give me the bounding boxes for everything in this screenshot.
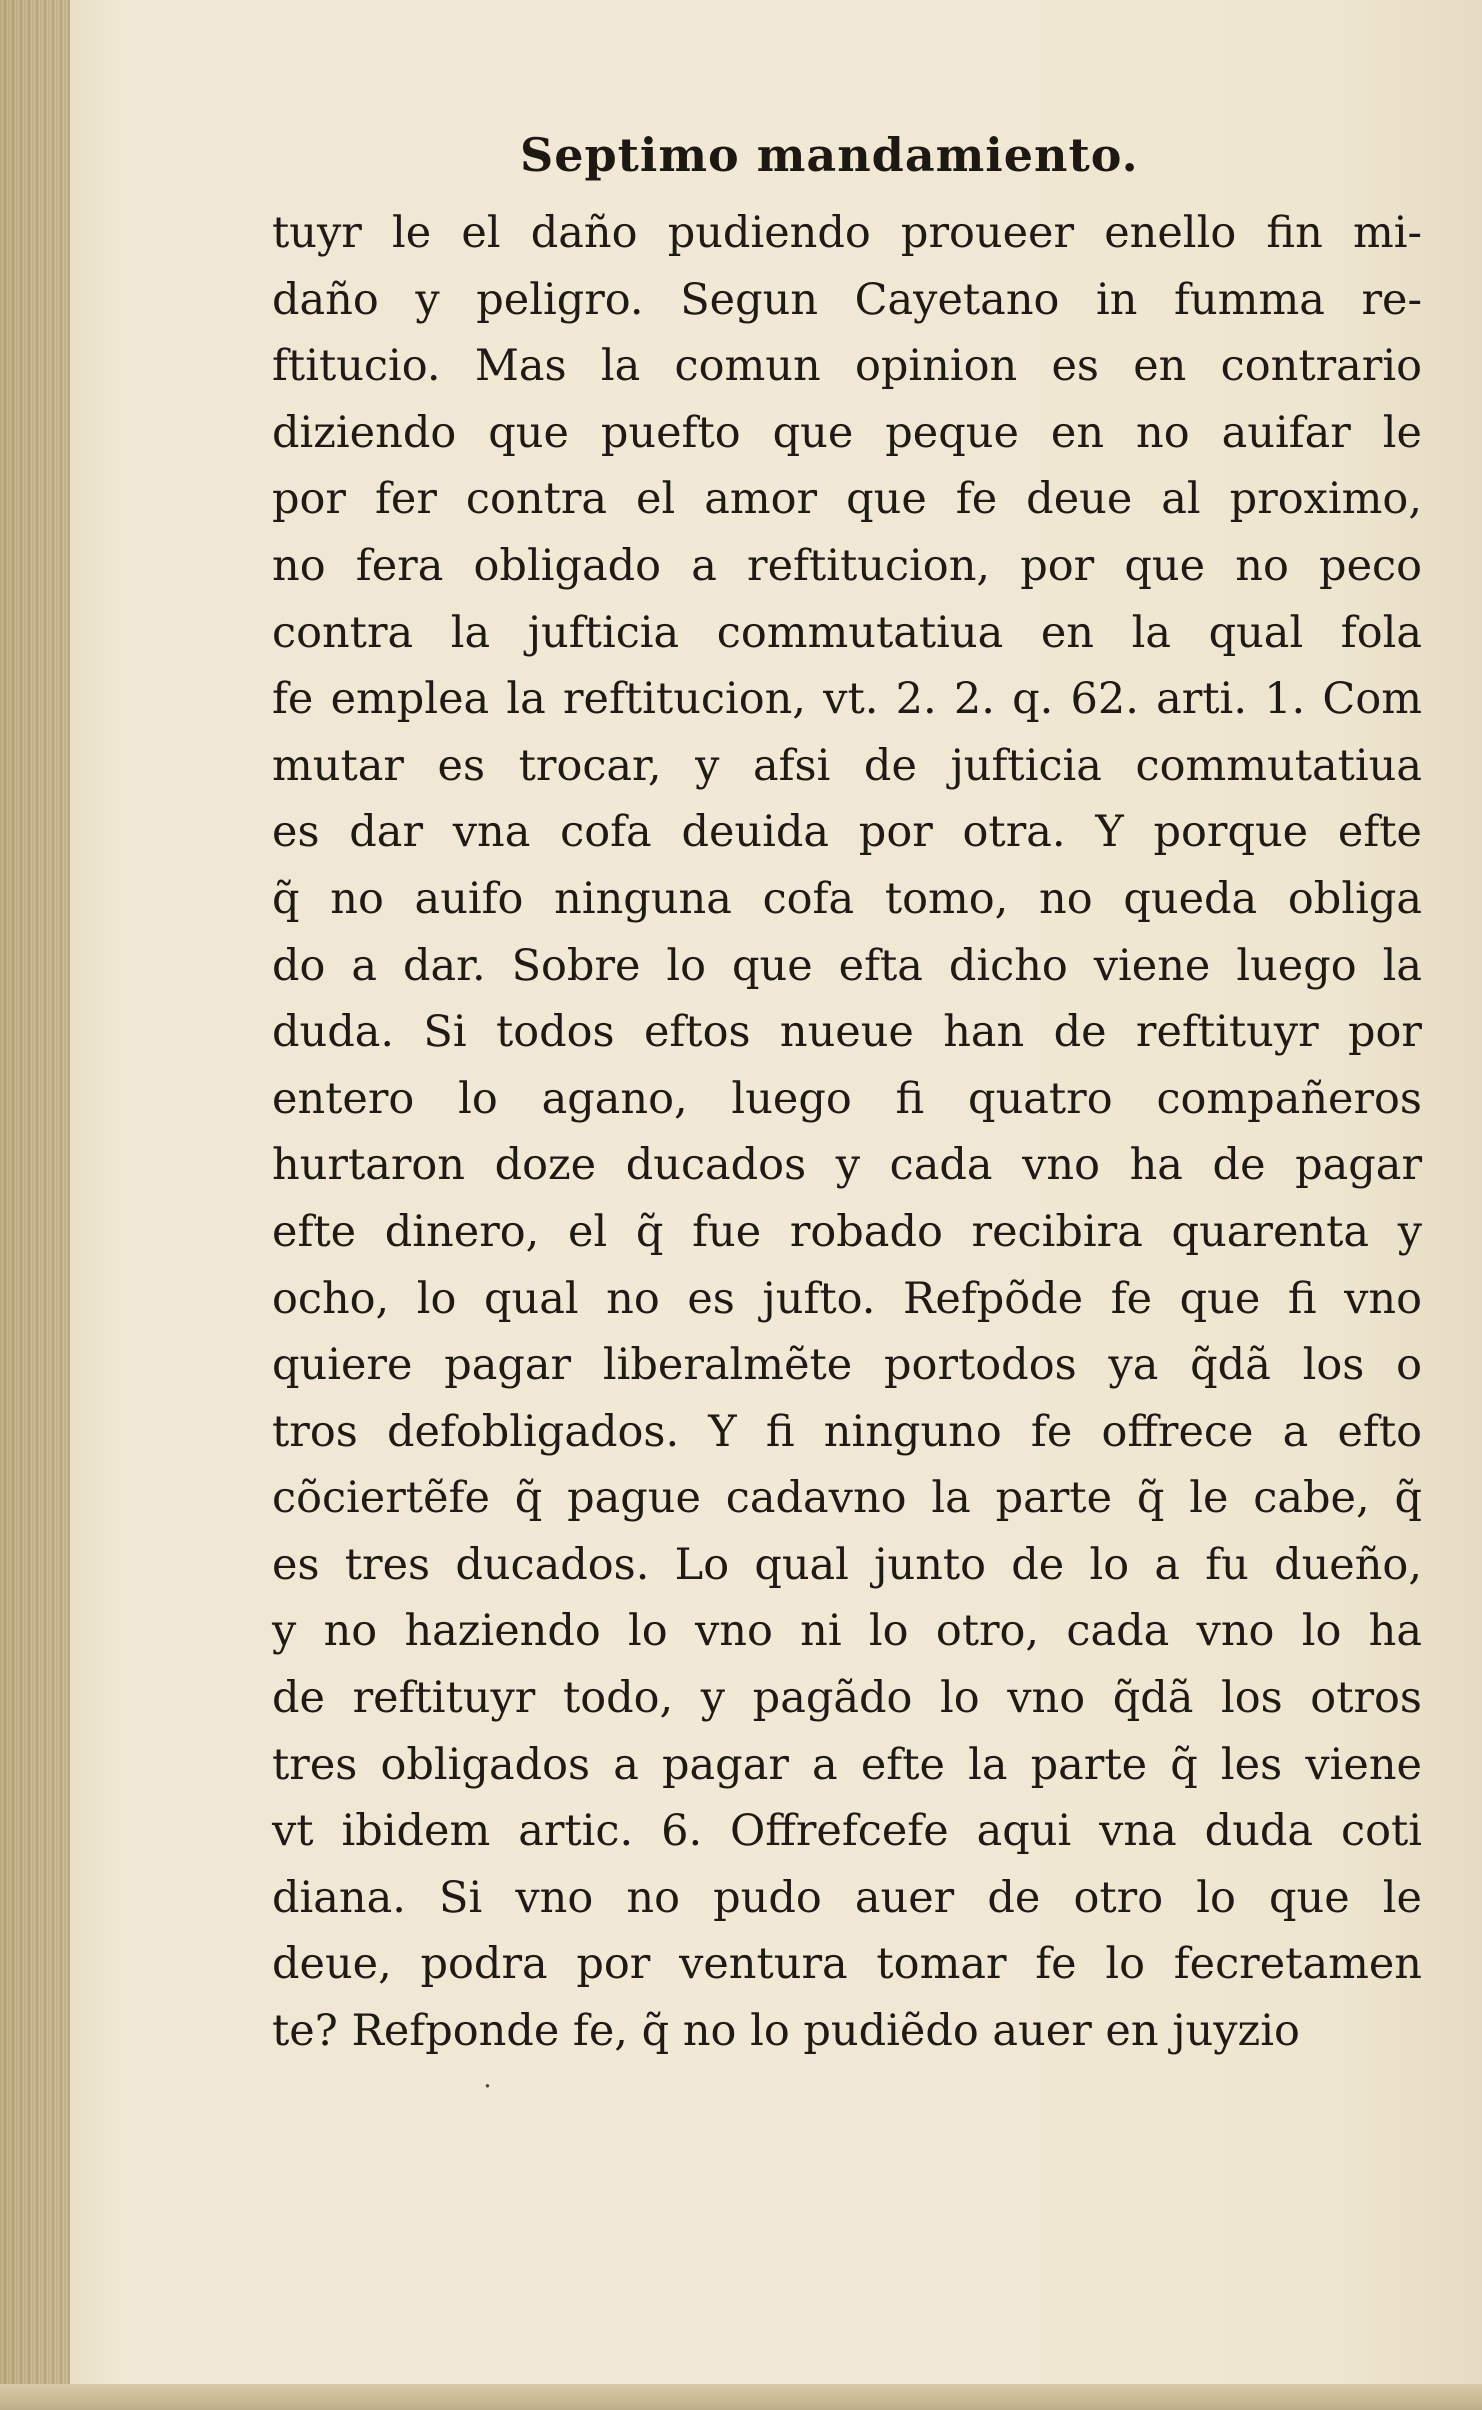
text-line: no fera obligado a reftitucion, por que no peco [272,540,1422,591]
page-bottom-edge [0,2384,1482,2410]
text-line: duda. Si todos eftos nueue han de reftituyr por [272,1007,1422,1058]
text-line: do a dar. Sobre lo que efta dicho viene luego la [272,940,1422,991]
body-text [272,200,1422,2065]
text-line: fe emplea la reftitucion, vt. 2. 2. q. 62. arti. 1. Com [272,674,1422,725]
text-line: es tres ducados. Lo qual junto de lo a fu dueño, [272,1539,1422,1590]
text-line: cõciertẽfe q̃ pague cadavno la parte q̃ le cabe, q̃ [272,1473,1422,1524]
text-line: daño y peligro. Segun Cayetano in fumma re- [272,274,1422,325]
text-line: contra la jufticia commutatiua en la qual fola [272,607,1422,658]
text-line: mutar es trocar, y afsi de jufticia commutatiua [272,740,1422,791]
text-line: por fer contra el amor que fe deue al proximo, [272,474,1422,525]
text-line: ftitucio. Mas la comun opinion es en contrario [272,341,1422,392]
text-line: deue, podra por ventura tomar fe lo fecretamen [272,1939,1422,1990]
text-line: ocho, lo qual no es jufto. Refpõde fe que fi vno [272,1273,1422,1324]
text-line: tres obligados a pagar a efte la parte q̃ les viene [272,1739,1422,1790]
page-header: Septimo mandamiento. [520,128,1139,182]
text-line: entero lo agano, luego fi quatro compañeros [272,1073,1422,1124]
print-specks: ˙ [480,2080,495,2115]
text-line: de reftituyr todo, y pagãdo lo vno q̃dã los otros [272,1673,1422,1724]
text-line: hurtaron doze ducados y cada vno ha de pagar [272,1140,1422,1191]
book-gutter [0,0,70,2410]
text-line: vt ibidem artic. 6. Offrefcefe aqui vna duda coti [272,1806,1422,1857]
text-line: diana. Si vno no pudo auer de otro lo que le [272,1872,1422,1923]
text-line: quiere pagar liberalmẽte portodos ya q̃dã los o [272,1340,1422,1391]
text-line: tros defobligados. Y fi ninguno fe offrece a efto [272,1406,1422,1457]
text-line: te? Refponde fe, q̃ no lo pudiẽdo auer en juyzio [272,2006,1300,2057]
text-line: q̃ no auifo ninguna cofa tomo, no queda obliga [272,873,1422,924]
text-line: tuyr le el daño pudiendo proueer enello fin mi- [272,208,1422,258]
text-line: es dar vna cofa deuida por otra. Y porque efte [272,807,1422,858]
text-line: diziendo que puefto que peque en no auifar le [272,407,1422,458]
text-line: y no haziendo lo vno ni lo otro, cada vno lo ha [272,1606,1422,1657]
text-line: efte dinero, el q̃ fue robado recibira quarenta y [272,1206,1422,1257]
